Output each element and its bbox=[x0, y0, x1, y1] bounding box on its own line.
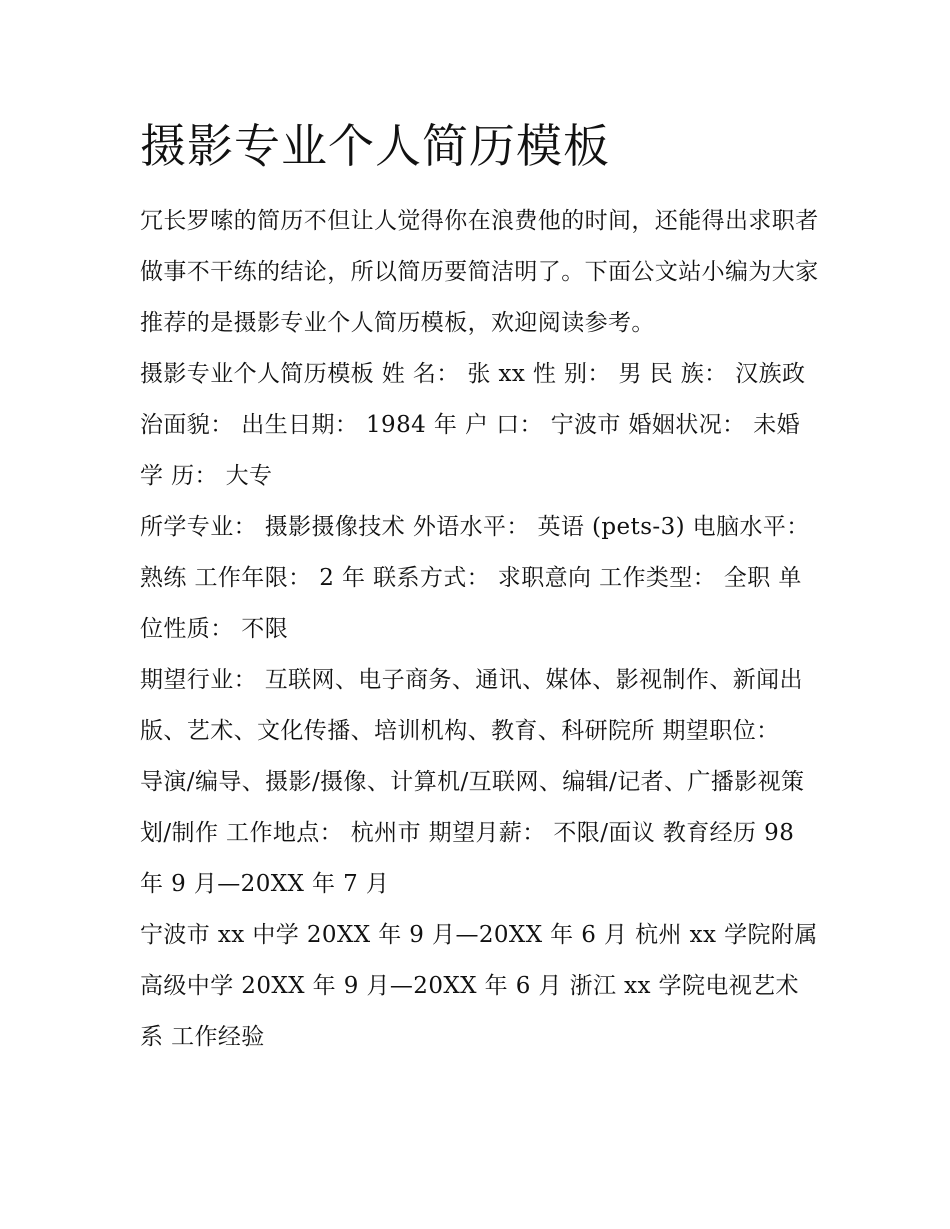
desired-industry-paragraph: 期望行业： 互联网、电子商务、通讯、媒体、影视制作、新闻出版、艺术、文化传播、培训机构、教育、科研院所 期望职位： bbox=[140, 667, 803, 744]
personal-info-paragraph: 摄影专业个人简历模板 姓 名： 张 xx 性 别： 男 民 族： 汉族政治面貌： 出生日期： 1984 年 户 口： 宁波市 婚姻状况： 未婚 学 历： 大专 bbox=[140, 361, 806, 489]
major-skills-paragraph: 所学专业： 摄影摄像技术 外语水平： 英语 (pets-3) 电脑水平： 熟练 工作年限： 2 年 联系方式： 求职意向 工作类型： 全职 单位性质： 不限 bbox=[140, 514, 810, 642]
document-body bbox=[140, 196, 820, 1063]
intro-paragraph: 冗长罗嗦的简历不但让人觉得你在浪费他的时间，还能得出求职者做事不干练的结论，所以简历要简洁明了。下面公文站小编为大家推荐的是摄影专业个人简历模板，欢迎阅读参考。 bbox=[140, 208, 819, 336]
document-title: 摄影专业个人简历模板 bbox=[140, 119, 610, 173]
desired-position-paragraph: 导演/编导、摄影/摄像、计算机/互联网、编辑/记者、广播影视策划/制作 工作地点： 杭州市 期望月薪： 不限/面议 教育经历 98 年 9 月—20XX 年 7 月 bbox=[140, 769, 805, 897]
education-paragraph: 宁波市 xx 中学 20XX 年 9 月—20XX 年 6 月 杭州 xx 学院附属高级中学 20XX 年 9 月—20XX 年 6 月 浙江 xx 学院电视艺术系 工作经验 bbox=[140, 922, 818, 1050]
